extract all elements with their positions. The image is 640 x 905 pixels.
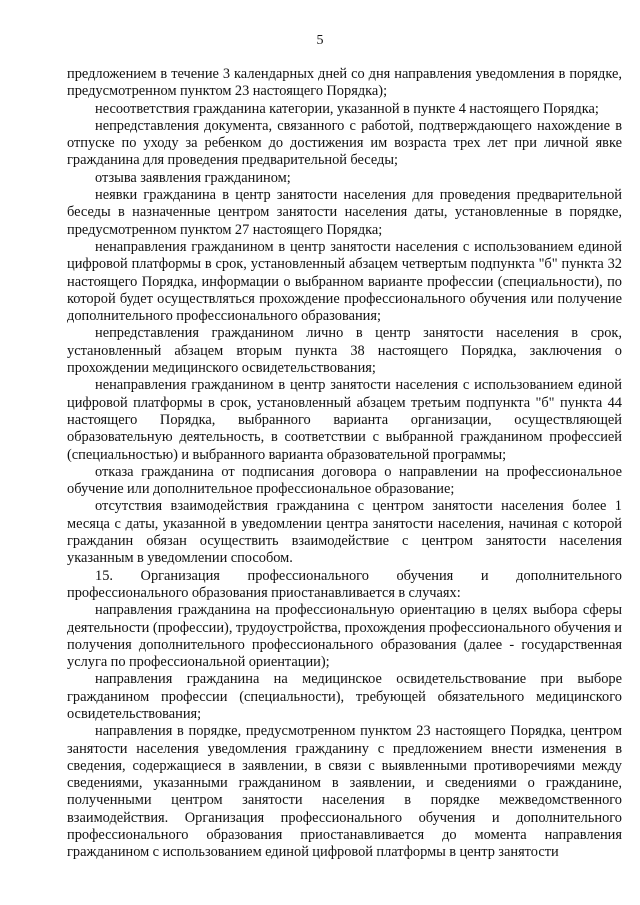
paragraph: неявки гражданина в центр занятости населения для проведения предварительной беседы в назначенные центром занятости населения даты, установленные в порядке, предусмотренном пунктом 27 настоящего Порядка; <box>67 187 622 238</box>
paragraph: ненаправления гражданином в центр занятости населения с использованием единой цифровой платформы в срок, установленный абзацем четвертым подпункта "б" пункта 32 настоящего Порядка, информации о выбранном варианте профессии (специальности), по которой будет осуществляться прохождение профессионального обучения или получение дополнительного профессионального образования; <box>67 238 622 325</box>
paragraph: направления гражданина на медицинское освидетельствование при выборе гражданином профессии (специальности), требующей обязательного медицинского освидетельствования; <box>67 671 622 722</box>
paragraph: отказа гражданина от подписания договора о направлении на профессиональное обучение или дополнительное профессиональное образование; <box>67 463 622 498</box>
paragraph: несоответствия гражданина категории, указанной в пункте 4 настоящего Порядка; <box>95 100 599 117</box>
paragraph: направления гражданина на профессиональную ориентацию в целях выбора сферы деятельности (профессии), трудоустройства, прохождения профессионального обучения и получения дополнительного профессионального образования (далее - государственная услуга по профессиональной ориентации); <box>67 602 622 671</box>
document-body <box>67 66 622 862</box>
paragraph: непредставления гражданином лично в центр занятости населения в срок, установленный абзацем вторым пункта 38 настоящего Порядка, заключения о прохождении медицинского освидетельствования; <box>67 325 622 377</box>
paragraph: предложением в течение 3 календарных дней со дня направления уведомления в порядке, предусмотренном пунктом 23 настоящего Порядка); <box>67 66 622 100</box>
paragraph: отсутствия взаимодействия гражданина с центром занятости населения более 1 месяца с даты, указанной в уведомлении центра занятости населения, начиная с которой гражданин обязан осуществить взаимодействие с центром занятости населения указанным в уведомлении способом. <box>67 498 622 567</box>
page-number: 5 <box>316 33 324 48</box>
paragraph: ненаправления гражданином в центр занятости населения с использованием единой цифровой платформы в срок, установленный абзацем третьим подпункта "б" пункта 44 настоящего Порядка, выбранного варианта организации, осуществляющей образовательную деятельность, в соответствии с выбранной гражданином профессией (специальностью) и выбранного варианта образовательной программы; <box>67 377 622 463</box>
paragraph: отзыва заявления гражданином; <box>95 169 291 186</box>
paragraph: непредставления документа, связанного с работой, подтверждающего нахождение в отпуске по уходу за ребенком до достижения им возраста трех лет при личной явке гражданина для проведения предварительной беседы; <box>67 117 622 169</box>
paragraph: направления в порядке, предусмотренном пунктом 23 настоящего Порядка, центром занятости населения уведомления гражданину с предложением внести изменения в сведения, содержащиеся в заявлении, в связи с выявленными противоречиями между сведениями, указанными гражданином в заявлении, и сведениями о гражданине, полученными центром занятости населения в порядке межведомственного взаимодействия. Организация профессионального обучения и дополнительного профессионального образования приостанавливается до момента направления гражданином с использованием единой цифровой платформы в центр занятости <box>67 723 622 861</box>
clause-heading: 15. Организация профессионального обучения и дополнительного профессионального образования приостанавливается в случаях: <box>67 567 622 601</box>
